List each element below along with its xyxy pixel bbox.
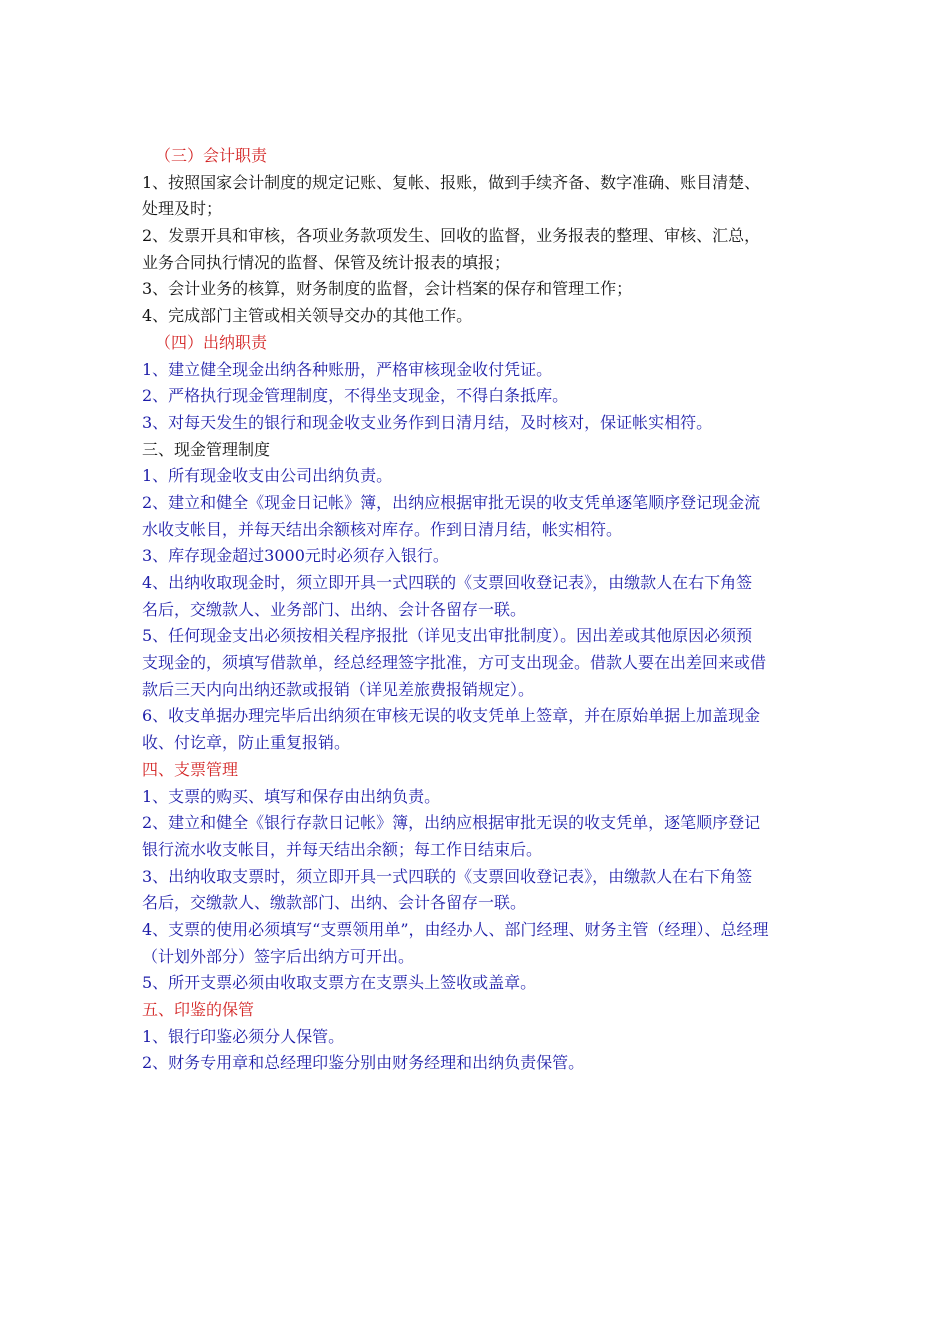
list-item: 3、会计业务的核算，财务制度的监督，会计档案的保存和管理工作； [142,279,633,299]
section-heading: 五、印鉴的保管 [142,1000,255,1019]
list-item: 2、发票开具和审核，各项业务款项发生、回收的监督，业务报表的整理、审核、汇总， [142,226,761,246]
list-item: 1、建立健全现金出纳各种账册，严格审核现金收付凭证。 [142,359,553,379]
list-item-continuation: 名后，交缴款人、缴款部门、出纳、会计各留存一联。 [142,893,527,913]
list-item: 4、出纳收取现金时，须立即开具一式四联的《支票回收登记表》，由缴款人在右下角签 [142,573,753,592]
list-item: 2、建立和健全《银行存款日记帐》簿，出纳应根据审批无误的收支凭单，逐笔顺序登记 [142,813,761,833]
list-item-continuation: 款后三天内向出纳还款或报销（详见差旅费报销规定）。 [142,679,535,699]
list-item: 1、所有现金收支由公司出纳负责。 [142,466,393,486]
list-item-continuation: 支现金的，须填写借款单，经总经理签字批准，方可支出现金。借款人要在出差回来或借 [142,653,767,673]
list-item: 2、建立和健全《现金日记帐》簿，出纳应根据审批无误的收支凭单逐笔顺序登记现金流 [142,492,761,512]
list-item: 3、对每天发生的银行和现金收支业务作到日清月结，及时核对，保证帐实相符。 [142,412,713,432]
section-heading: （三）会计职责 [155,146,268,165]
list-item-continuation: 业务合同执行情况的监督、保管及统计报表的填报； [142,252,511,272]
list-item-continuation: 水收支帐目，并每天结出余额核对库存。作到日清月结，帐实相符。 [142,519,623,539]
list-item-continuation: 处理及时； [142,199,223,219]
list-item: 1、支票的购买、填写和保存由出纳负责。 [142,786,441,806]
list-item: 2、严格执行现金管理制度，不得坐支现金，不得白条抵库。 [142,386,569,406]
list-item: 2、财务专用章和总经理印鉴分别由财务经理和出纳负责保管。 [142,1053,585,1073]
list-item: 3、库存现金超过3000元时必须存入银行。 [142,546,449,566]
list-item: 5、所开支票必须由收取支票方在支票头上签收或盖章。 [142,973,537,993]
list-item-continuation: 名后，交缴款人、业务部门、出纳、会计各留存一联。 [142,599,527,619]
document-body [142,143,812,1077]
list-item: 3、出纳收取支票时，须立即开具一式四联的《支票回收登记表》，由缴款人在右下角签 [142,866,753,886]
list-item-continuation: （计划外部分）签字后出纳方可开出。 [142,946,415,966]
section-heading: 四、支票管理 [142,759,239,779]
section-heading: （四）出纳职责 [155,332,268,352]
list-item: 4、支票的使用必须填写“支票领用单”，由经办人、部门经理、财务主管（经理）、总经理 [142,919,769,939]
list-item-continuation: 银行流水收支帐目，并每天结出余额；每工作日结束后。 [142,839,543,859]
list-item: 1、按照国家会计制度的规定记账、复帐、报账，做到手续齐备、数字准确、账目清楚、 [142,172,761,192]
list-item: 5、任何现金支出必须按相关程序报批（详见支出审批制度）。因出差或其他原因必须预 [142,626,753,646]
list-item: 4、完成部门主管或相关领导交办的其他工作。 [142,306,473,326]
list-item: 1、银行印鉴必须分人保管。 [142,1026,345,1046]
section-heading: 三、现金管理制度 [142,439,271,459]
list-item: 6、收支单据办理完毕后出纳须在审核无误的收支凭单上签章，并在原始单据上加盖现金 [142,706,761,726]
list-item-continuation: 收、付讫章，防止重复报销。 [142,733,351,753]
